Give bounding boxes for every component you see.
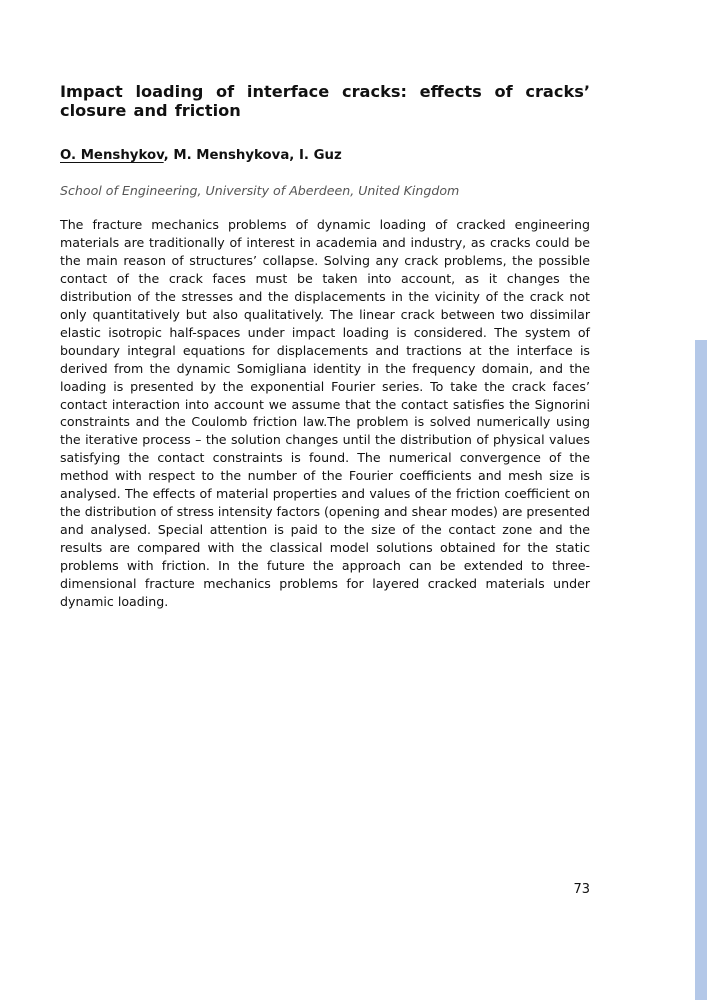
paper-content xyxy=(60,82,590,611)
affiliation: School of Engineering, University of Aberdeen, United Kingdom xyxy=(60,183,460,198)
paper-title: Impact loading of interface cracks: effects of cracks’ closure and friction xyxy=(60,82,590,120)
author-list xyxy=(60,147,590,164)
presenting-author: O. Menshykov xyxy=(60,148,164,163)
side-color-bar xyxy=(695,340,707,1000)
page-number: 73 xyxy=(573,882,590,897)
co-authors: , M. Menshykova, I. Guz xyxy=(163,148,342,163)
abstract-body: The fracture mechanics problems of dynamic loading of cracked engineering materials are traditionally of interest in academia and industry, as cracks could be the main reason of structures’ collapse. Solving any crack problems, the possible contact of the crack faces must be taken into account, as it changes the distribution of the stresses and the displacements in the vicinity of the crack not only quantitatively but also qualitatively. The linear crack between two dissimilar elastic isotropic half-spaces under impact loading is considered. The system of boundary integral equations for displacements and tractions at the interface is derived from the dynamic Somigliana identity in the frequency domain, and the loading is presented by the exponential Fourier series. To take the crack faces’ contact interaction into account we assume that the contact satisfies the Signorini constraints and the Coulomb friction law.The problem is solved numerically using the iterative process – the solution changes until the distribution of physical values satisfying the contact constraints is found. The numerical convergence of the method with respect to the number of the Fourier coefficients and mesh size is analysed. The effects of material properties and values of the friction coefficient on the distribution of stress intensity factors (opening and shear modes) are presented and analysed. Special attention is paid to the size of the contact zone and the results are compared with the classical model solutions obtained for the static problems with friction. In the future the approach can be extended to three-dimensional fracture mechanics problems for layered cracked materials under dynamic loading. xyxy=(60,217,590,610)
